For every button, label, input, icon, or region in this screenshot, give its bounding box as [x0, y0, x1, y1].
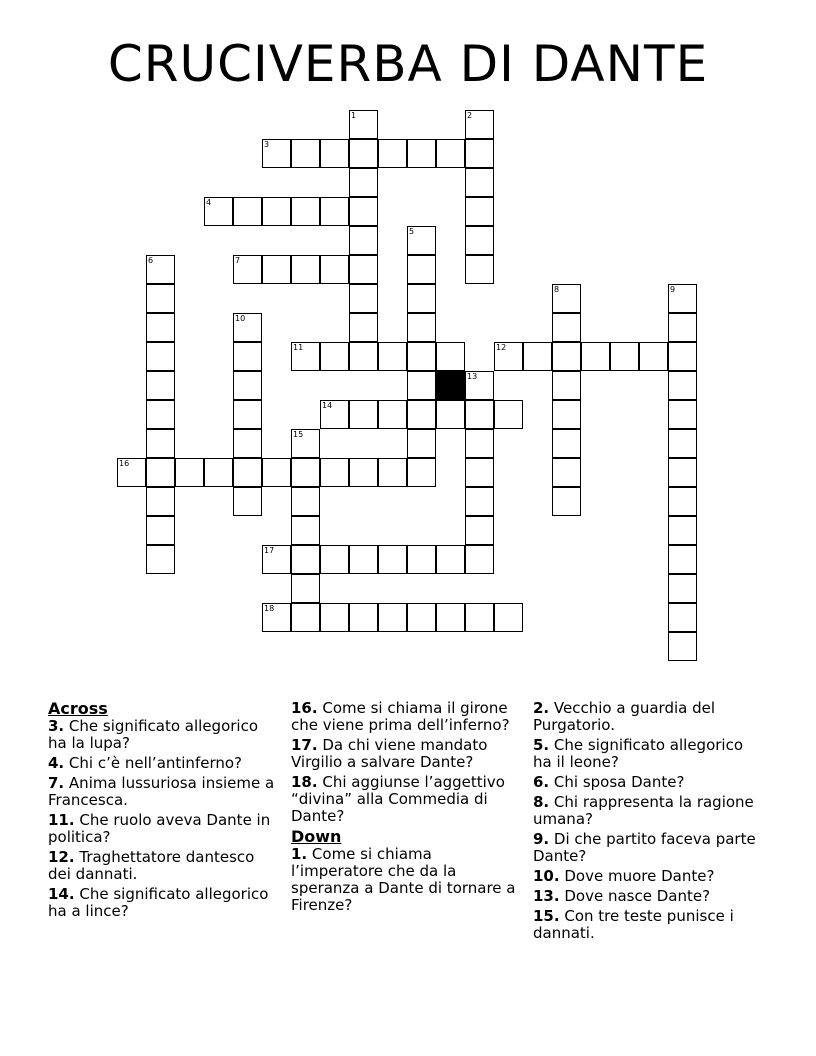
grid-cell[interactable] [262, 545, 291, 574]
grid-cell[interactable] [552, 371, 581, 400]
grid-cell[interactable] [407, 342, 436, 371]
grid-cell[interactable] [436, 545, 465, 574]
grid-cell[interactable] [291, 197, 320, 226]
grid-cell[interactable] [436, 139, 465, 168]
grid-cell[interactable] [146, 400, 175, 429]
clue-text: Che significato allegorico ha il leone? [533, 736, 744, 771]
grid-cell[interactable] [320, 255, 349, 284]
grid-cell[interactable] [349, 342, 378, 371]
grid-cell[interactable] [349, 458, 378, 487]
grid-cell[interactable] [552, 458, 581, 487]
grid-cell[interactable] [465, 255, 494, 284]
cell-number: 6 [148, 256, 154, 265]
grid-cell[interactable] [146, 516, 175, 545]
grid-cell[interactable] [465, 516, 494, 545]
clue-down-9 [533, 831, 765, 865]
clue-number: 17. [291, 736, 318, 754]
grid-cell[interactable] [349, 226, 378, 255]
clue-down-15 [533, 908, 765, 942]
grid-cell[interactable] [233, 255, 262, 284]
grid-cell[interactable] [552, 400, 581, 429]
grid-cell[interactable] [581, 342, 610, 371]
grid-cell[interactable] [146, 371, 175, 400]
grid-cell[interactable] [233, 487, 262, 516]
grid-cell[interactable] [668, 371, 697, 400]
grid-cell[interactable] [233, 342, 262, 371]
cell-number: 13 [467, 372, 478, 381]
clue-number: 4. [48, 754, 65, 772]
black-square [436, 371, 465, 400]
clue-number: 16. [291, 699, 318, 717]
grid-cell[interactable] [407, 458, 436, 487]
grid-cell[interactable] [407, 226, 436, 255]
cell-number: 17 [264, 546, 275, 555]
grid-cell[interactable] [146, 429, 175, 458]
grid-cell[interactable] [320, 139, 349, 168]
grid-cell[interactable] [523, 342, 552, 371]
clue-number: 9. [533, 830, 550, 848]
clue-text: Che significato allegorico ha la lupa? [48, 717, 259, 752]
grid-cell[interactable] [465, 110, 494, 139]
cell-number: 4 [206, 198, 212, 207]
clue-number: 12. [48, 848, 75, 866]
grid-cell[interactable] [349, 255, 378, 284]
grid-cell[interactable] [465, 545, 494, 574]
grid-cell[interactable] [378, 458, 407, 487]
cell-number: 10 [235, 314, 246, 323]
grid-cell[interactable] [291, 516, 320, 545]
grid-cell[interactable] [465, 139, 494, 168]
grid-cell[interactable] [436, 400, 465, 429]
grid-cell[interactable] [291, 545, 320, 574]
grid-cell[interactable] [465, 226, 494, 255]
clue-text: Chi c’è nell’antinferno? [68, 754, 243, 772]
clue-text: Come si chiama l’imperatore che da la speranza a Dante di tornare a Firenze? [291, 845, 516, 914]
grid-cell[interactable] [291, 603, 320, 632]
clue-number: 10. [533, 867, 560, 885]
down-heading: Down [291, 827, 342, 846]
clue-number: 5. [533, 736, 550, 754]
across-heading: Across [48, 699, 108, 718]
clue-number: 11. [48, 811, 75, 829]
grid-cell[interactable] [465, 400, 494, 429]
grid-cell[interactable] [407, 255, 436, 284]
grid-cell[interactable] [349, 313, 378, 342]
clue-across-7 [48, 775, 280, 809]
grid-cell[interactable] [668, 574, 697, 603]
grid-cell[interactable] [378, 603, 407, 632]
grid-cell[interactable] [465, 371, 494, 400]
grid-cell[interactable] [639, 342, 668, 371]
grid-cell[interactable] [407, 284, 436, 313]
grid-cell[interactable] [320, 197, 349, 226]
grid-cell[interactable] [552, 284, 581, 313]
grid-cell[interactable] [320, 400, 349, 429]
clue-text: Dove nasce Dante? [564, 887, 711, 905]
clue-number: 6. [533, 773, 550, 791]
clues-column-3 [533, 700, 765, 945]
grid-cell[interactable] [291, 255, 320, 284]
grid-cell[interactable] [175, 458, 204, 487]
grid-cell[interactable] [668, 516, 697, 545]
grid-cell[interactable] [146, 313, 175, 342]
grid-cell[interactable] [668, 603, 697, 632]
clue-across-16 [291, 700, 523, 734]
clue-text: Di che partito faceva parte Dante? [533, 830, 756, 865]
grid-cell[interactable] [668, 545, 697, 574]
grid-cell[interactable] [146, 458, 175, 487]
grid-cell[interactable] [407, 371, 436, 400]
grid-cell[interactable] [233, 458, 262, 487]
clue-text: Come si chiama il girone che viene prima dell’inferno? [291, 699, 510, 734]
cell-number: 1 [351, 111, 357, 120]
grid-cell[interactable] [146, 284, 175, 313]
clue-across-4 [48, 755, 280, 772]
grid-cell[interactable] [349, 197, 378, 226]
clue-text: Dove muore Dante? [564, 867, 715, 885]
grid-cell[interactable] [262, 197, 291, 226]
grid-cell[interactable] [291, 574, 320, 603]
clue-across-18 [291, 774, 523, 825]
grid-cell[interactable] [494, 400, 523, 429]
grid-cell[interactable] [378, 139, 407, 168]
clue-text: Che significato allegorico ha a lince? [48, 885, 269, 920]
grid-cell[interactable] [233, 313, 262, 342]
cell-number: 8 [554, 285, 560, 294]
grid-cell[interactable] [407, 313, 436, 342]
cell-number: 5 [409, 227, 415, 236]
grid-cell[interactable] [349, 139, 378, 168]
grid-cell[interactable] [668, 487, 697, 516]
clue-across-17 [291, 737, 523, 771]
grid-cell[interactable] [407, 139, 436, 168]
grid-cell[interactable] [262, 139, 291, 168]
grid-cell[interactable] [436, 342, 465, 371]
grid-cell[interactable] [349, 284, 378, 313]
grid-cell[interactable] [146, 487, 175, 516]
clue-number: 2. [533, 699, 550, 717]
clues-column-1 [48, 700, 280, 923]
cell-number: 11 [293, 343, 304, 352]
grid-cell[interactable] [465, 458, 494, 487]
grid-cell[interactable] [465, 429, 494, 458]
grid-cell[interactable] [668, 429, 697, 458]
grid-cell[interactable] [378, 545, 407, 574]
grid-cell[interactable] [233, 371, 262, 400]
clue-text: Chi aggiunse l’aggettivo “divina” alla Commedia di Dante? [291, 773, 505, 825]
clue-text: Traghettatore dantesco dei dannati. [48, 848, 255, 883]
grid-cell[interactable] [146, 545, 175, 574]
grid-cell[interactable] [378, 400, 407, 429]
grid-cell[interactable] [552, 313, 581, 342]
clue-text: Chi sposa Dante? [553, 773, 685, 791]
clue-text: Da chi viene mandato Virgilio a salvare Dante? [291, 736, 488, 771]
grid-cell[interactable] [291, 429, 320, 458]
clue-across-12 [48, 849, 280, 883]
clue-number: 1. [291, 845, 308, 863]
grid-cell[interactable] [668, 458, 697, 487]
grid-cell[interactable] [320, 545, 349, 574]
grid-cell[interactable] [436, 603, 465, 632]
grid-cell[interactable] [233, 429, 262, 458]
clue-down-2 [533, 700, 765, 734]
grid-cell[interactable] [552, 342, 581, 371]
cell-number: 16 [119, 459, 130, 468]
clue-text: Con tre teste punisce i dannati. [533, 907, 734, 942]
clues-column-2 [291, 700, 523, 917]
cell-number: 3 [264, 140, 270, 149]
page-title: CRUCIVERBA DI DANTE [107, 35, 709, 93]
cell-number: 14 [322, 401, 333, 410]
grid-cell[interactable] [262, 255, 291, 284]
clue-down-13 [533, 888, 765, 905]
grid-cell[interactable] [146, 255, 175, 284]
grid-cell[interactable] [291, 139, 320, 168]
cell-number: 15 [293, 430, 304, 439]
grid-cell[interactable] [494, 342, 523, 371]
grid-cell[interactable] [668, 284, 697, 313]
grid-cell[interactable] [407, 400, 436, 429]
clue-number: 18. [291, 773, 318, 791]
clue-number: 8. [533, 793, 550, 811]
grid-cell[interactable] [349, 603, 378, 632]
cell-number: 7 [235, 256, 241, 265]
grid-cell[interactable] [465, 197, 494, 226]
clue-down-1 [291, 846, 523, 914]
grid-cell[interactable] [349, 168, 378, 197]
grid-cell[interactable] [349, 400, 378, 429]
cell-number: 12 [496, 343, 507, 352]
grid-cell[interactable] [668, 400, 697, 429]
cell-number: 2 [467, 111, 473, 120]
grid-cell[interactable] [552, 487, 581, 516]
grid-cell[interactable] [262, 458, 291, 487]
grid-cell[interactable] [262, 603, 291, 632]
grid-cell[interactable] [407, 603, 436, 632]
grid-cell[interactable] [204, 197, 233, 226]
clue-number: 13. [533, 887, 560, 905]
grid-cell[interactable] [610, 342, 639, 371]
grid-cell[interactable] [233, 197, 262, 226]
grid-cell[interactable] [233, 400, 262, 429]
grid-cell[interactable] [407, 545, 436, 574]
clue-across-3 [48, 718, 280, 752]
grid-cell[interactable] [320, 603, 349, 632]
clue-down-8 [533, 794, 765, 828]
grid-cell[interactable] [407, 429, 436, 458]
clue-across-14 [48, 886, 280, 920]
grid-cell[interactable] [494, 603, 523, 632]
grid-cell[interactable] [668, 632, 697, 661]
clue-across-11 [48, 812, 280, 846]
clue-number: 3. [48, 717, 65, 735]
clue-text: Chi rappresenta la ragione umana? [533, 793, 754, 828]
grid-cell[interactable] [668, 313, 697, 342]
clue-number: 15. [533, 907, 560, 925]
clue-number: 14. [48, 885, 75, 903]
grid-cell[interactable] [291, 487, 320, 516]
grid-cell[interactable] [465, 603, 494, 632]
clue-down-6 [533, 774, 765, 791]
grid-cell[interactable] [378, 342, 407, 371]
grid-cell[interactable] [552, 429, 581, 458]
grid-cell[interactable] [291, 342, 320, 371]
grid-cell[interactable] [465, 168, 494, 197]
clue-text: Anima lussuriosa insieme a Francesca. [48, 774, 275, 809]
grid-cell[interactable] [320, 458, 349, 487]
grid-cell[interactable] [465, 487, 494, 516]
grid-cell[interactable] [146, 342, 175, 371]
cell-number: 18 [264, 604, 275, 613]
grid-cell[interactable] [204, 458, 233, 487]
grid-cell[interactable] [117, 458, 146, 487]
cell-number: 9 [670, 285, 676, 294]
clue-down-10 [533, 868, 765, 885]
grid-cell[interactable] [668, 342, 697, 371]
clue-number: 7. [48, 774, 65, 792]
clue-down-5 [533, 737, 765, 771]
grid-cell[interactable] [349, 110, 378, 139]
grid-cell[interactable] [320, 342, 349, 371]
grid-cell[interactable] [349, 545, 378, 574]
clue-text: Che ruolo aveva Dante in politica? [48, 811, 271, 846]
clue-text: Vecchio a guardia del Purgatorio. [533, 699, 716, 734]
grid-cell[interactable] [291, 458, 320, 487]
